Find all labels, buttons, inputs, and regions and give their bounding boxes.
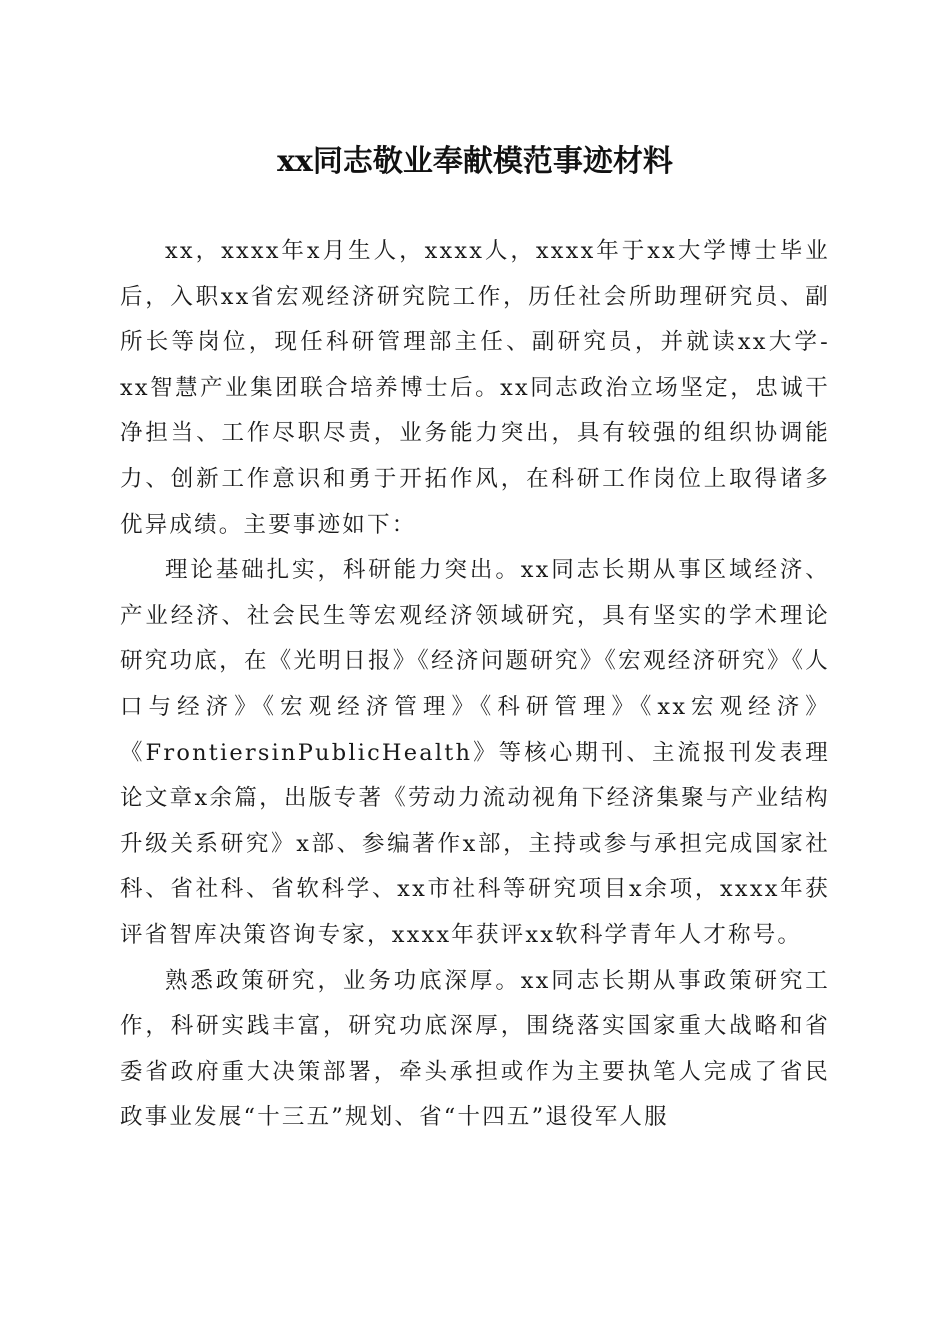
- paragraph-intro: xx，xxxx年x月生人，xxxx人，xxxx年于xx大学博士毕业后，入职xx省宏观经济研究院工作，历任社会所助理研究员、副所长等岗位，现任科研管理部主任、副研究员，并就读xx大学-xx智慧产业集团联合培养博士后。xx同志政治立场坚定，忠诚干净担当、工作尽职尽责，业务能力突出，具有较强的组织协调能力、创新工作意识和勇于开拓作风，在科研工作岗位上取得诸多优异成绩。主要事迹如下：: [120, 238, 830, 538]
- document-title: xx同志敬业奉献模范事迹材料: [277, 144, 673, 179]
- document-body: [120, 229, 830, 1141]
- paragraph-research-ability: 理论基础扎实，科研能力突出。xx同志长期从事区域经济、产业经济、社会民生等宏观经济领域研究，具有坚实的学术理论研究功底，在《光明日报》《经济问题研究》《宏观经济研究》《人口与经济》《宏观经济管理》《科研管理》《xx宏观经济》《FrontiersinPublicHealth》等核心期刊、主流报刊发表理论文章x余篇，出版专著《劳动力流动视角下经济集聚与产业结构升级关系研究》x部、参编著作x部，主持或参与承担完成国家社科、省社科、省软科学、xx市社科等研究项目x余项，xxxx年获评省智库决策咨询专家，xxxx年获评xx软科学青年人才称号。: [120, 557, 830, 948]
- paragraph-policy-research: 熟悉政策研究，业务功底深厚。xx同志长期从事政策研究工作，科研实践丰富，研究功底深厚，围绕落实国家重大战略和省委省政府重大决策部署，牵头承担或作为主要执笔人完成了省民政事业发展“十三五”规划、省“十四五”退役军人服: [120, 967, 830, 1131]
